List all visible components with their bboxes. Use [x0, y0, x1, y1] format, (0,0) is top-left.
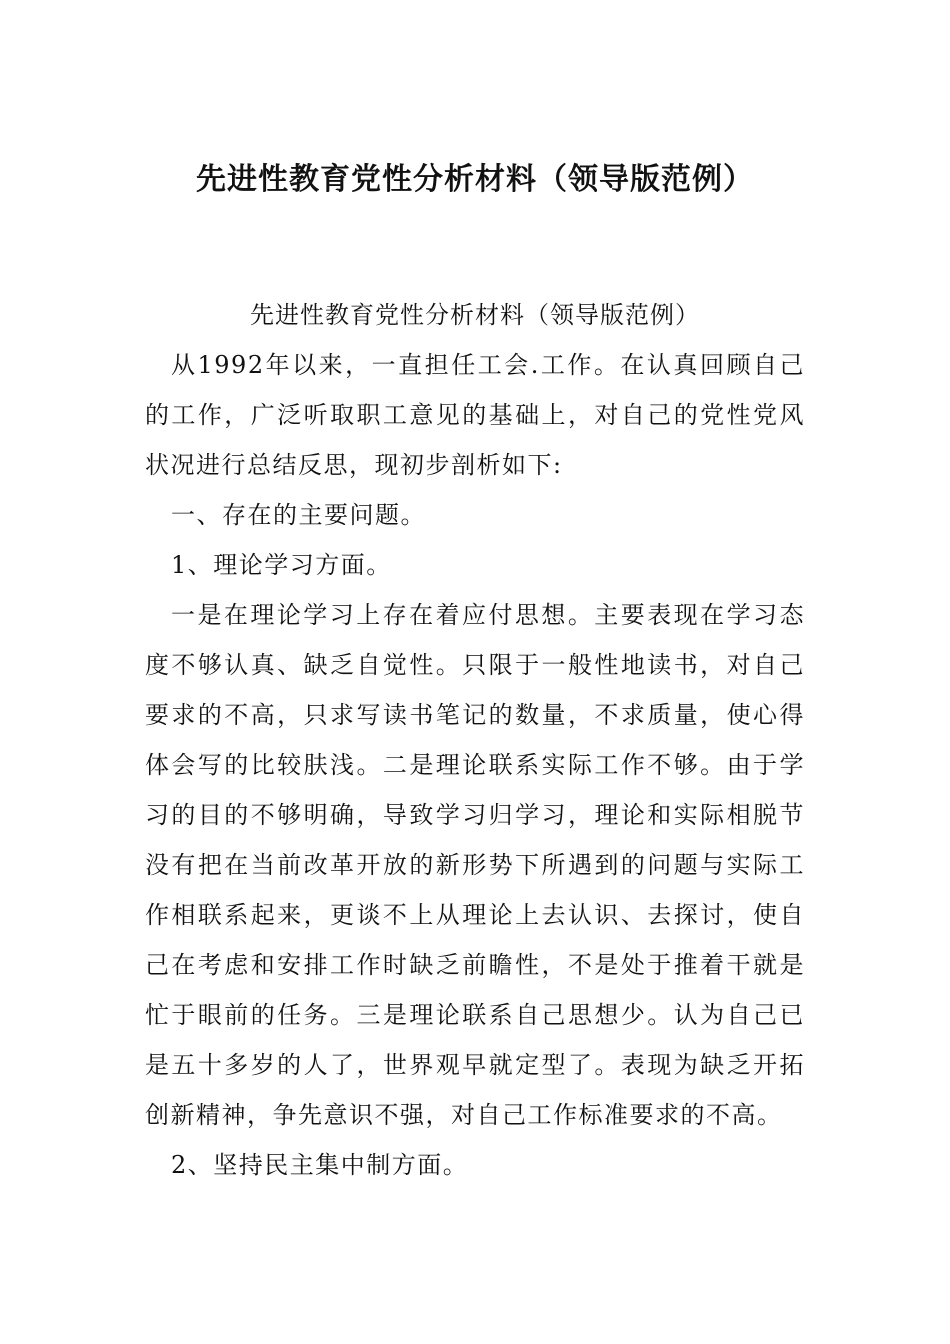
document-title: 先进性教育党性分析材料（领导版范例）: [196, 162, 754, 197]
heading-main-problems: 一、存在的主要问题。: [171, 501, 426, 529]
heading-democratic-centralism: 2、坚持民主集中制方面。: [171, 1151, 469, 1179]
document-body: [145, 290, 805, 1190]
heading-theory-study: 1、理论学习方面。: [171, 551, 392, 579]
paragraph-intro: 从1992年以来，一直担任工会.工作。在认真回顾自己的工作，广泛听取职工意见的基础上，对自己的党性党风状况进行总结反思，现初步剖析如下:: [145, 351, 805, 479]
document-subtitle: 先进性教育党性分析材料（领导版范例）: [250, 301, 700, 329]
paragraph-theory-study: 一是在理论学习上存在着应付思想。主要表现在学习态度不够认真、缺乏自觉性。只限于一般性地读书，对自己要求的不高，只求写读书笔记的数量，不求质量，使心得体会写的比较肤浅。二是理论联系实际工作不够。由于学习的目的不够明确，导致学习归学习，理论和实际相脱节没有把在当前改革开放的新形势下所遇到的问题与实际工作相联系起来，更谈不上从理论上去认识、去探讨，使自己在考虑和安排工作时缺乏前瞻性，不是处于推着干就是忙于眼前的任务。三是理论联系自己思想少。认为自己已是五十多岁的人了，世界观早就定型了。表现为缺乏开拓创新精神，争先意识不强，对自己工作标准要求的不高。: [145, 601, 805, 1129]
